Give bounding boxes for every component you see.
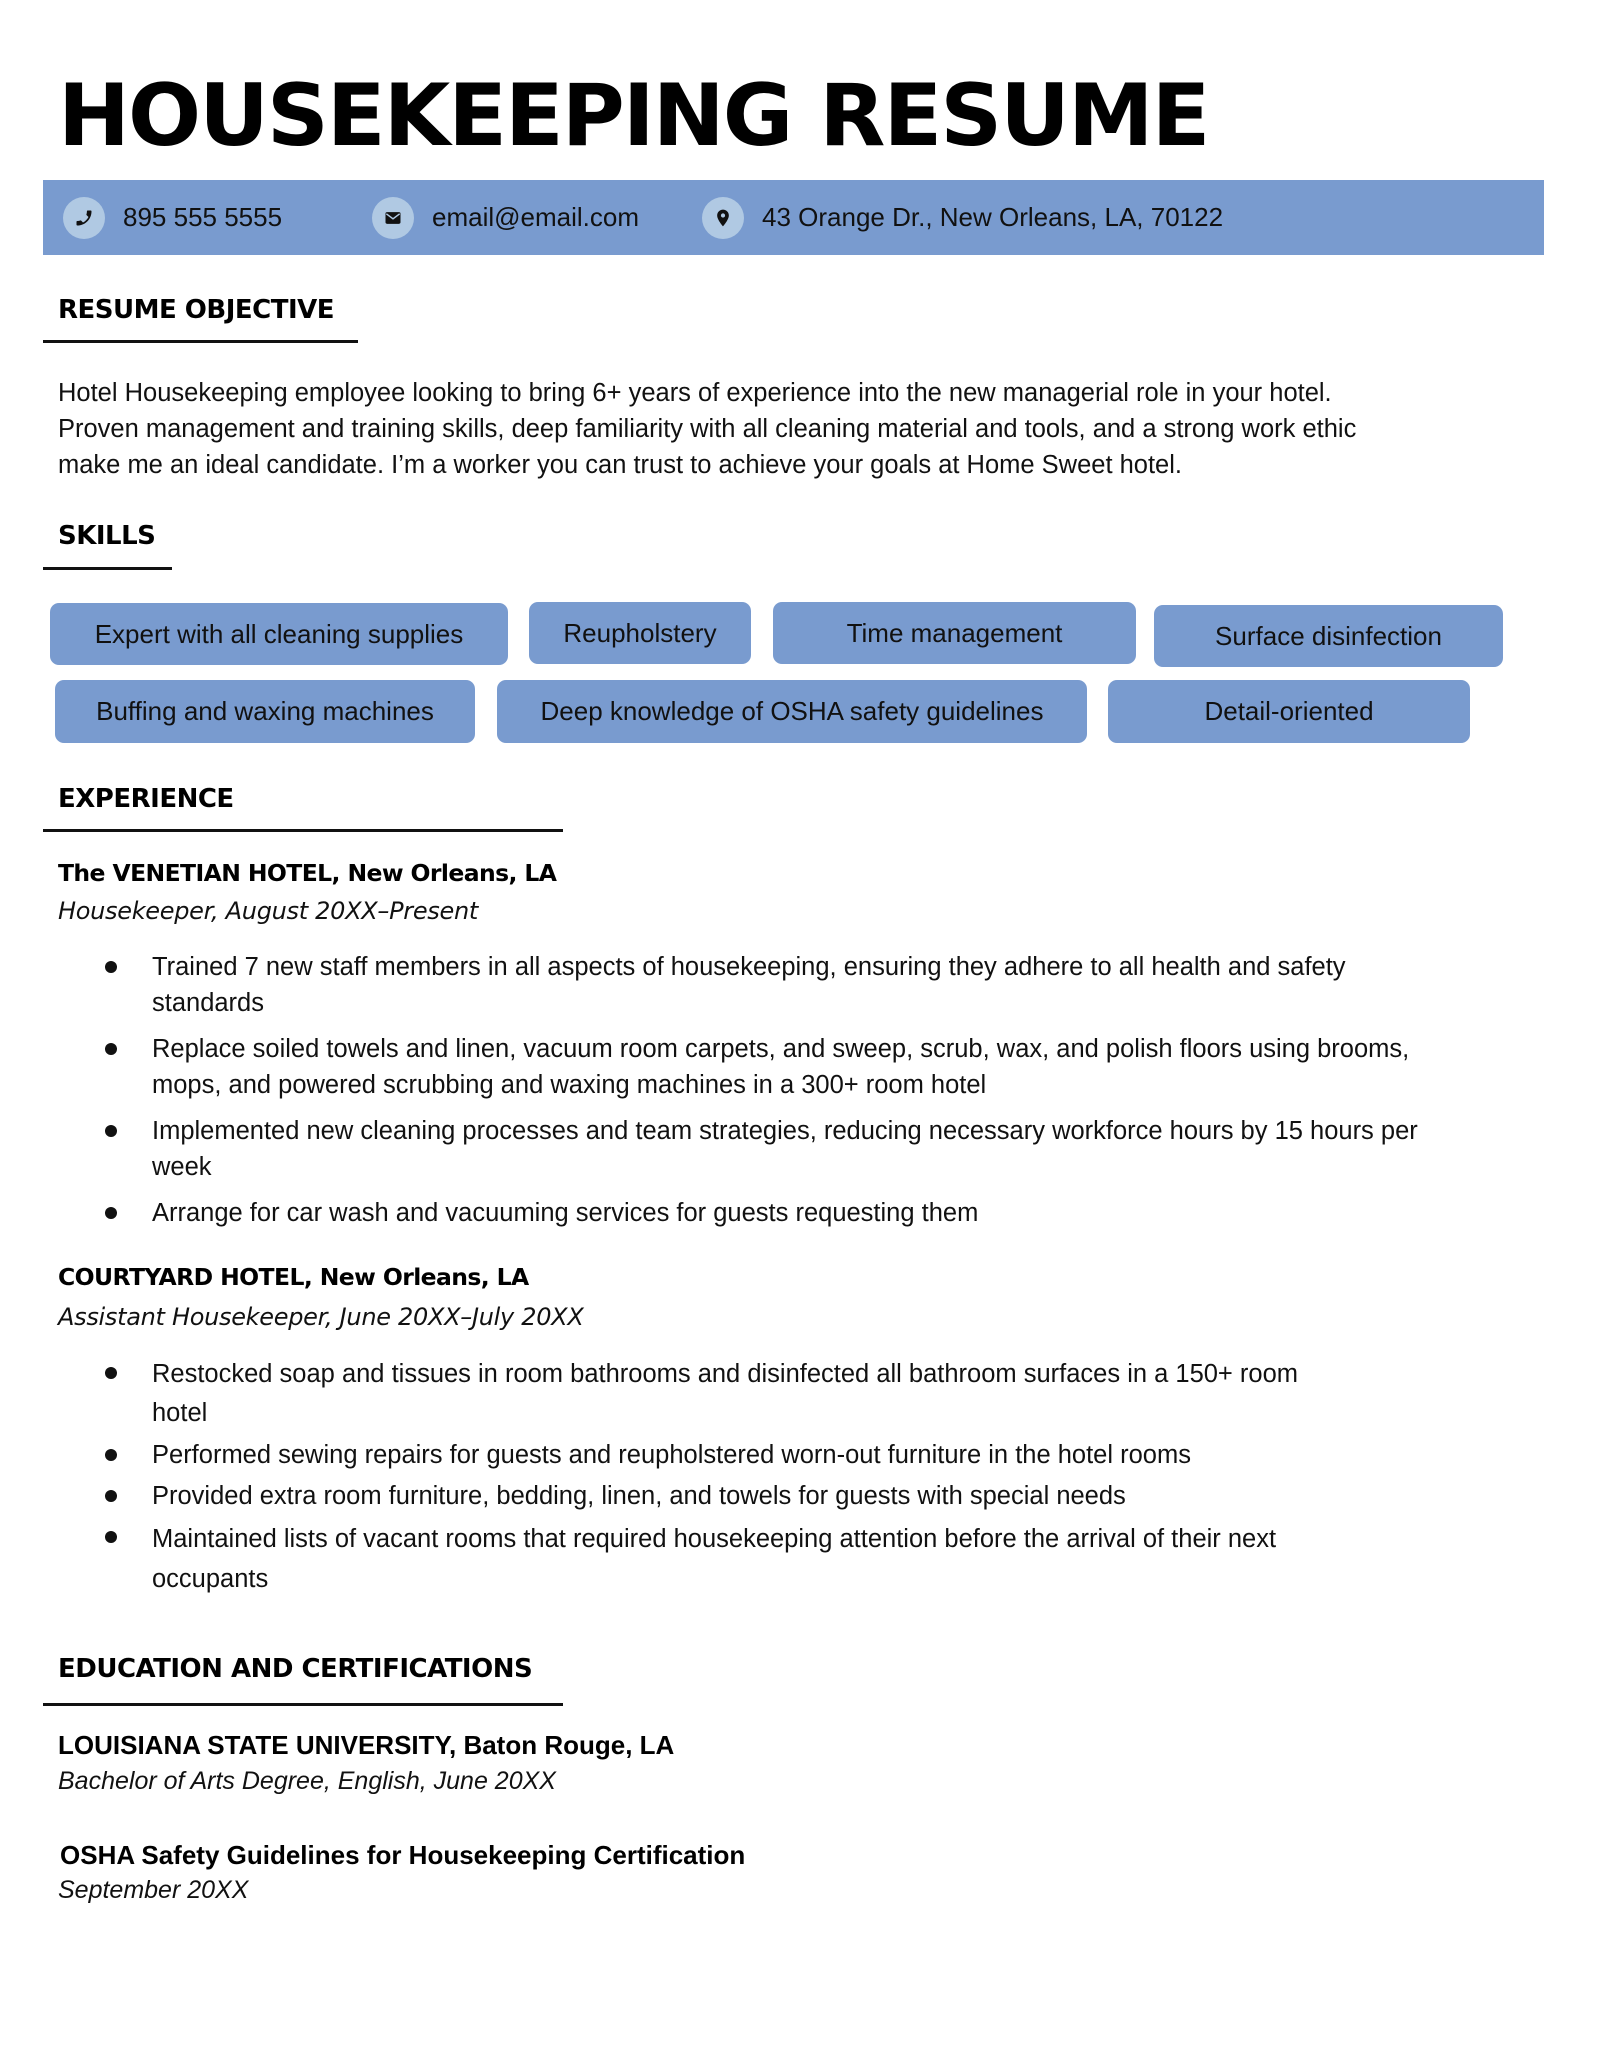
contact-phone bbox=[63, 180, 282, 255]
contact-bar bbox=[43, 180, 1544, 255]
phone-number[interactable]: 895 555 5555 bbox=[123, 202, 283, 232]
phone-icon bbox=[63, 197, 105, 239]
contact-address bbox=[702, 180, 1223, 255]
objective-divider bbox=[43, 340, 358, 343]
skill-pill: Expert with all cleaning supplies bbox=[50, 603, 508, 665]
location-pin-icon bbox=[702, 197, 744, 239]
bullet-dot bbox=[105, 1490, 117, 1502]
experience-heading: EXPERIENCE bbox=[58, 784, 234, 814]
job-bullet: Implemented new cleaning processes and team strategies, reducing necessary workforce hours by 15 hours per week bbox=[152, 1117, 1418, 1181]
job-bullet: Performed sewing repairs for guests and reupholstered worn-out furniture in the hotel rooms bbox=[152, 1441, 1191, 1469]
job-bullet: Replace soiled towels and linen, vacuum room carpets, and sweep, scrub, wax, and polish floors using brooms, mops, and powered scrubbing and waxing machines in a 300+ room hotel bbox=[152, 1035, 1410, 1099]
email-address[interactable]: email@email.com bbox=[432, 202, 639, 232]
contact-email bbox=[372, 180, 639, 255]
education-degree: Bachelor of Arts Degree, English, June 20XX bbox=[58, 1767, 556, 1795]
skill-pill: Reupholstery bbox=[529, 602, 751, 664]
bullet-dot bbox=[105, 961, 117, 973]
skills-divider bbox=[43, 567, 172, 570]
bullet-dot bbox=[105, 1125, 117, 1137]
skill-pill: Buffing and waxing machines bbox=[55, 680, 475, 743]
page-title: HOUSEKEEPING RESUME bbox=[58, 66, 1209, 166]
job-company: The VENETIAN HOTEL, New Orleans, LA bbox=[58, 859, 557, 887]
job-bullet: Arrange for car wash and vacuuming services for guests requesting them bbox=[152, 1199, 979, 1227]
skill-pill: Deep knowledge of OSHA safety guidelines bbox=[497, 680, 1087, 743]
job-bullet: Maintained lists of vacant rooms that required housekeeping attention before the arrival of their next occupants bbox=[152, 1525, 1277, 1593]
job-role: Assistant Housekeeper, June 20XX–July 20XX bbox=[58, 1303, 584, 1331]
skill-pill: Time management bbox=[773, 602, 1136, 664]
objective-line: make me an ideal candidate. I’m a worker you can trust to achieve your goals at Home Sweet hotel. bbox=[58, 451, 1182, 479]
certification-name: OSHA Safety Guidelines for Housekeeping Certification bbox=[60, 1840, 746, 1870]
education-institution: LOUISIANA STATE UNIVERSITY, Baton Rouge, LA bbox=[58, 1730, 675, 1760]
skills-heading: SKILLS bbox=[58, 521, 156, 551]
skill-pill: Detail-oriented bbox=[1108, 680, 1470, 743]
objective-text bbox=[58, 375, 1538, 483]
bullet-dot bbox=[105, 1043, 117, 1055]
skill-pill: Surface disinfection bbox=[1154, 605, 1503, 667]
certification-date: September 20XX bbox=[58, 1876, 249, 1904]
job-role: Housekeeper, August 20XX–Present bbox=[58, 897, 478, 925]
job-company: COURTYARD HOTEL, New Orleans, LA bbox=[58, 1263, 529, 1291]
bullet-dot bbox=[105, 1531, 117, 1543]
objective-line: Proven management and training skills, deep familiarity with all cleaning material and tools, and a strong work ethic bbox=[58, 415, 1357, 443]
objective-heading: RESUME OBJECTIVE bbox=[58, 295, 335, 325]
education-divider bbox=[43, 1703, 563, 1706]
objective-line: Hotel Housekeeping employee looking to bring 6+ years of experience into the new managerial role in your hotel. bbox=[58, 379, 1332, 407]
job-bullet: Provided extra room furniture, bedding, linen, and towels for guests with special needs bbox=[152, 1482, 1126, 1510]
bullet-dot bbox=[105, 1449, 117, 1461]
education-heading: EDUCATION AND CERTIFICATIONS bbox=[58, 1654, 533, 1684]
bullet-dot bbox=[105, 1207, 117, 1219]
email-icon bbox=[372, 197, 414, 239]
job-bullet: Trained 7 new staff members in all aspects of housekeeping, ensuring they adhere to all health and safety standards bbox=[152, 953, 1346, 1017]
job-bullet: Restocked soap and tissues in room bathrooms and disinfected all bathroom surfaces in a 150+ room hotel bbox=[152, 1360, 1299, 1427]
bullet-dot bbox=[105, 1367, 117, 1379]
experience-divider bbox=[43, 829, 563, 832]
street-address: 43 Orange Dr., New Orleans, LA, 70122 bbox=[762, 202, 1224, 232]
